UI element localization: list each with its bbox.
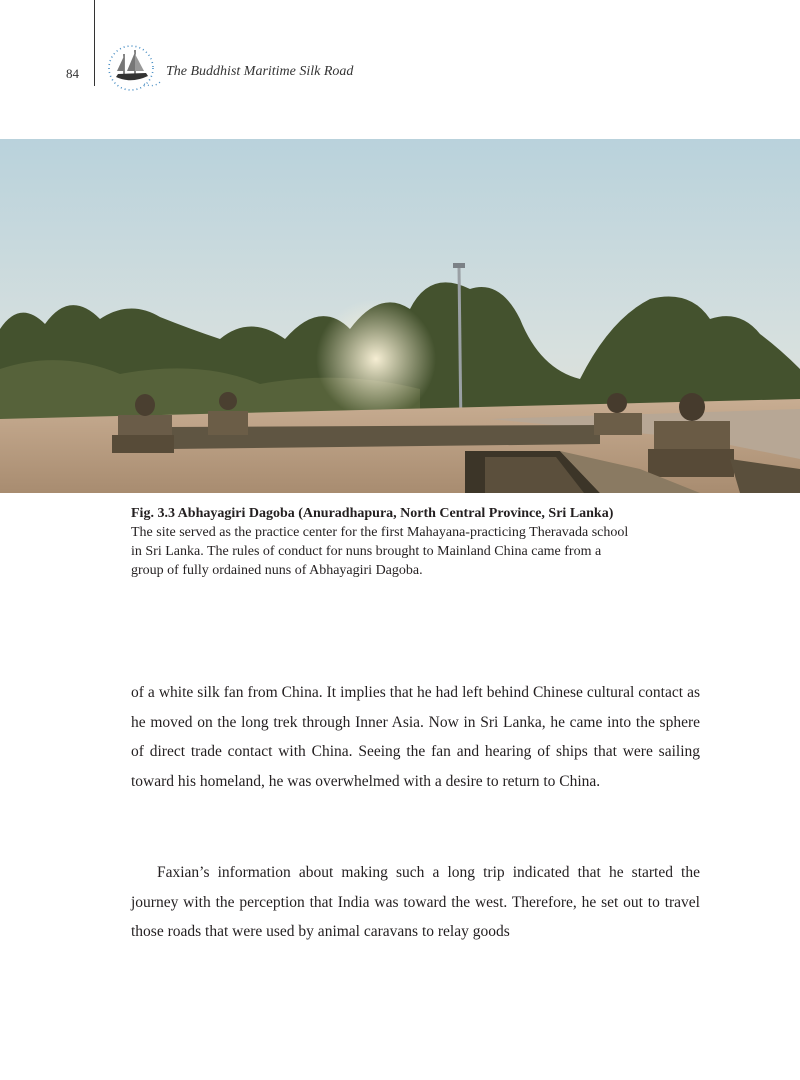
sailing-ship-logo-icon bbox=[104, 44, 162, 94]
running-head: The Buddhist Maritime Silk Road bbox=[166, 64, 354, 79]
caption-line: in Sri Lanka. The rules of conduct for nuns brought to Mainland China came from a bbox=[131, 544, 602, 559]
caption-line: The site served as the practice center for the first Mahayana-practicing Theravada school bbox=[131, 525, 629, 540]
caption-line: group of fully ordained nuns of Abhayagiri Dagoba. bbox=[131, 563, 423, 578]
figure-caption bbox=[131, 504, 731, 580]
body-paragraph-1: of a white silk fan from China. It implies that he had left behind Chinese cultural contact as he moved on the long trek through Inner Asia. Now in Sri Lanka, he came into the sphere of direct trade contact with China. Seeing the fan and hearing of ships that were sailing toward his homeland, he was overwhelmed with a desire to return to China. bbox=[131, 684, 700, 790]
caption-title: Fig. 3.3 Abhayagiri Dagoba (Anuradhapura, North Central Province, Sri Lanka) bbox=[131, 506, 614, 521]
header-divider bbox=[94, 0, 95, 86]
body-paragraph-2: Faxian’s information about making such a long trip indicated that he started the journey with the perception that India was toward the west. Therefore, he set out to travel those roads that were used by animal caravans to relay goods bbox=[131, 864, 700, 940]
page-number: 84 bbox=[66, 66, 79, 81]
figure-photo bbox=[0, 139, 800, 493]
